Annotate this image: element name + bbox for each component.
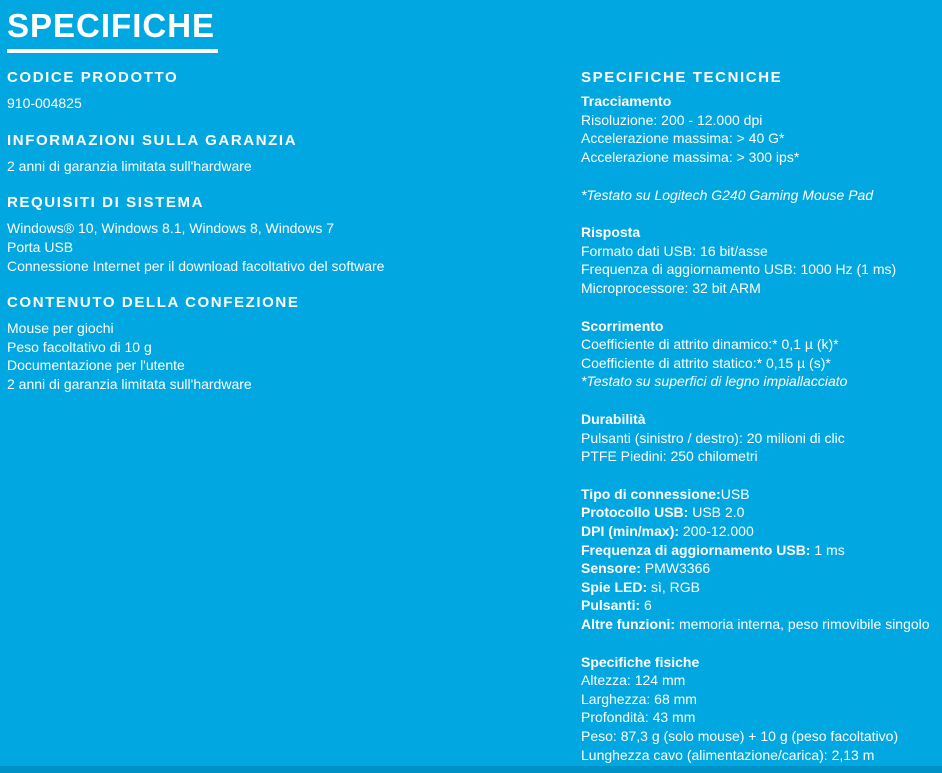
spec-line: Microprocessore: 32 bit ARM [581, 280, 761, 297]
section-heading: CODICE PRODOTTO [7, 69, 179, 87]
footnote-surface: *Testato su superfici di legno impiallacciato [581, 373, 848, 390]
kv-value: USB [720, 485, 750, 502]
group-durabilita [581, 410, 942, 466]
kv-value: 6 [640, 597, 652, 614]
kv-label: Frequenza di aggiornamento USB: [581, 541, 811, 558]
spec-line: Accelerazione massima: > 300 ips* [581, 149, 800, 166]
right-column [581, 68, 942, 773]
spec-line: Frequenza di aggiornamento USB: 1000 Hz (1 ms) [581, 261, 897, 278]
spec-line: Connessione Internet per il download facoltativo del software [7, 257, 385, 274]
spec-line: Larghezza: 68 mm [581, 690, 697, 707]
spec-line: Lunghezza cavo (alimentazione/carica): 2,13 m [581, 746, 875, 763]
group-tracciamento [581, 92, 942, 166]
section-heading: REQUISITI DI SISTEMA [7, 194, 205, 212]
spec-columns [7, 68, 942, 773]
group-scorrimento [581, 317, 942, 391]
kv-label: Protocollo USB: [581, 504, 689, 521]
spec-line: Peso: 87,3 g (solo mouse) + 10 g (peso facoltativo) [581, 727, 899, 744]
section-heading: CONTENUTO DELLA CONFEZIONE [7, 294, 300, 312]
kv-line [581, 485, 942, 504]
kv-line [581, 596, 942, 615]
kv-value: memoria interna, peso rimovibile singolo [675, 615, 930, 632]
spec-line: Altezza: 124 mm [581, 672, 686, 689]
kv-line [581, 615, 942, 634]
section-contenuto [7, 293, 581, 393]
section-heading: INFORMAZIONI SULLA GARANZIA [7, 131, 298, 149]
kv-value: sì, RGB [647, 578, 701, 595]
kv-label: DPI (min/max): [581, 522, 680, 539]
spec-line: 910-004825 [7, 95, 82, 112]
section-heading-specifiche-tecniche: SPECIFICHE TECNICHE [581, 69, 783, 87]
section-garanzia [7, 131, 581, 176]
spec-line: Risoluzione: 200 - 12.000 dpi [581, 111, 763, 128]
section-requisiti [7, 193, 581, 275]
group-subtitle: Durabilità [581, 411, 646, 428]
spec-line: Mouse per giochi [7, 320, 114, 337]
kv-value: PMW3366 [640, 560, 711, 577]
kv-value: 1 ms [810, 541, 845, 558]
group-subtitle: Scorrimento [581, 317, 664, 334]
spec-line: Coefficiente di attrito dinamico:* 0,1 µ (k)* [581, 336, 839, 353]
kv-label: Pulsanti: [581, 597, 641, 614]
spec-line: 2 anni di garanzia limitata sull'hardware [7, 376, 252, 393]
spec-line: Accelerazione massima: > 40 G* [581, 130, 785, 147]
kv-label: Altre funzioni: [581, 615, 676, 632]
kv-value: USB 2.0 [688, 504, 745, 521]
spec-line: Porta USB [7, 239, 74, 256]
spec-line: Peso facoltativo di 10 g [7, 338, 152, 355]
kv-label: Tipo di connessione: [581, 485, 721, 502]
group-subtitle: Tracciamento [581, 93, 672, 110]
spec-line: Windows® 10, Windows 8.1, Windows 8, Windows 7 [7, 220, 334, 237]
kv-line [581, 541, 942, 560]
spec-line: Pulsanti (sinistro / destro): 20 milioni di clic [581, 429, 845, 446]
kv-line [581, 578, 942, 597]
page-title: SPECIFICHE [7, 8, 218, 53]
spec-line: 2 anni di garanzia limitata sull'hardware [7, 157, 252, 174]
kv-line [581, 522, 942, 541]
section-codice-prodotto [7, 68, 581, 113]
group-specifiche-fisiche [581, 653, 942, 765]
spec-line: Documentazione per l'utente [7, 357, 185, 374]
kv-label: Sensore: [581, 560, 641, 577]
group-risposta [581, 223, 942, 297]
spec-line: Formato dati USB: 16 bit/asse [581, 242, 768, 259]
spec-line: Profondità: 43 mm [581, 709, 696, 726]
kv-line [581, 503, 942, 522]
group-key-values [581, 485, 942, 634]
spec-line: Coefficiente di attrito statico:* 0,15 µ (s)* [581, 354, 831, 371]
spec-line: PTFE Piedini: 250 chilometri [581, 448, 758, 465]
group-subtitle: Risposta [581, 224, 641, 241]
group-subtitle: Specifiche fisiche [581, 653, 700, 670]
bottom-section-edge [0, 766, 942, 773]
footnote-tracking: *Testato su Logitech G240 Gaming Mouse Pad [581, 186, 874, 203]
kv-line [581, 559, 942, 578]
kv-value: 200-12.000 [679, 522, 754, 539]
left-column [7, 68, 581, 411]
kv-label: Spie LED: [581, 578, 648, 595]
